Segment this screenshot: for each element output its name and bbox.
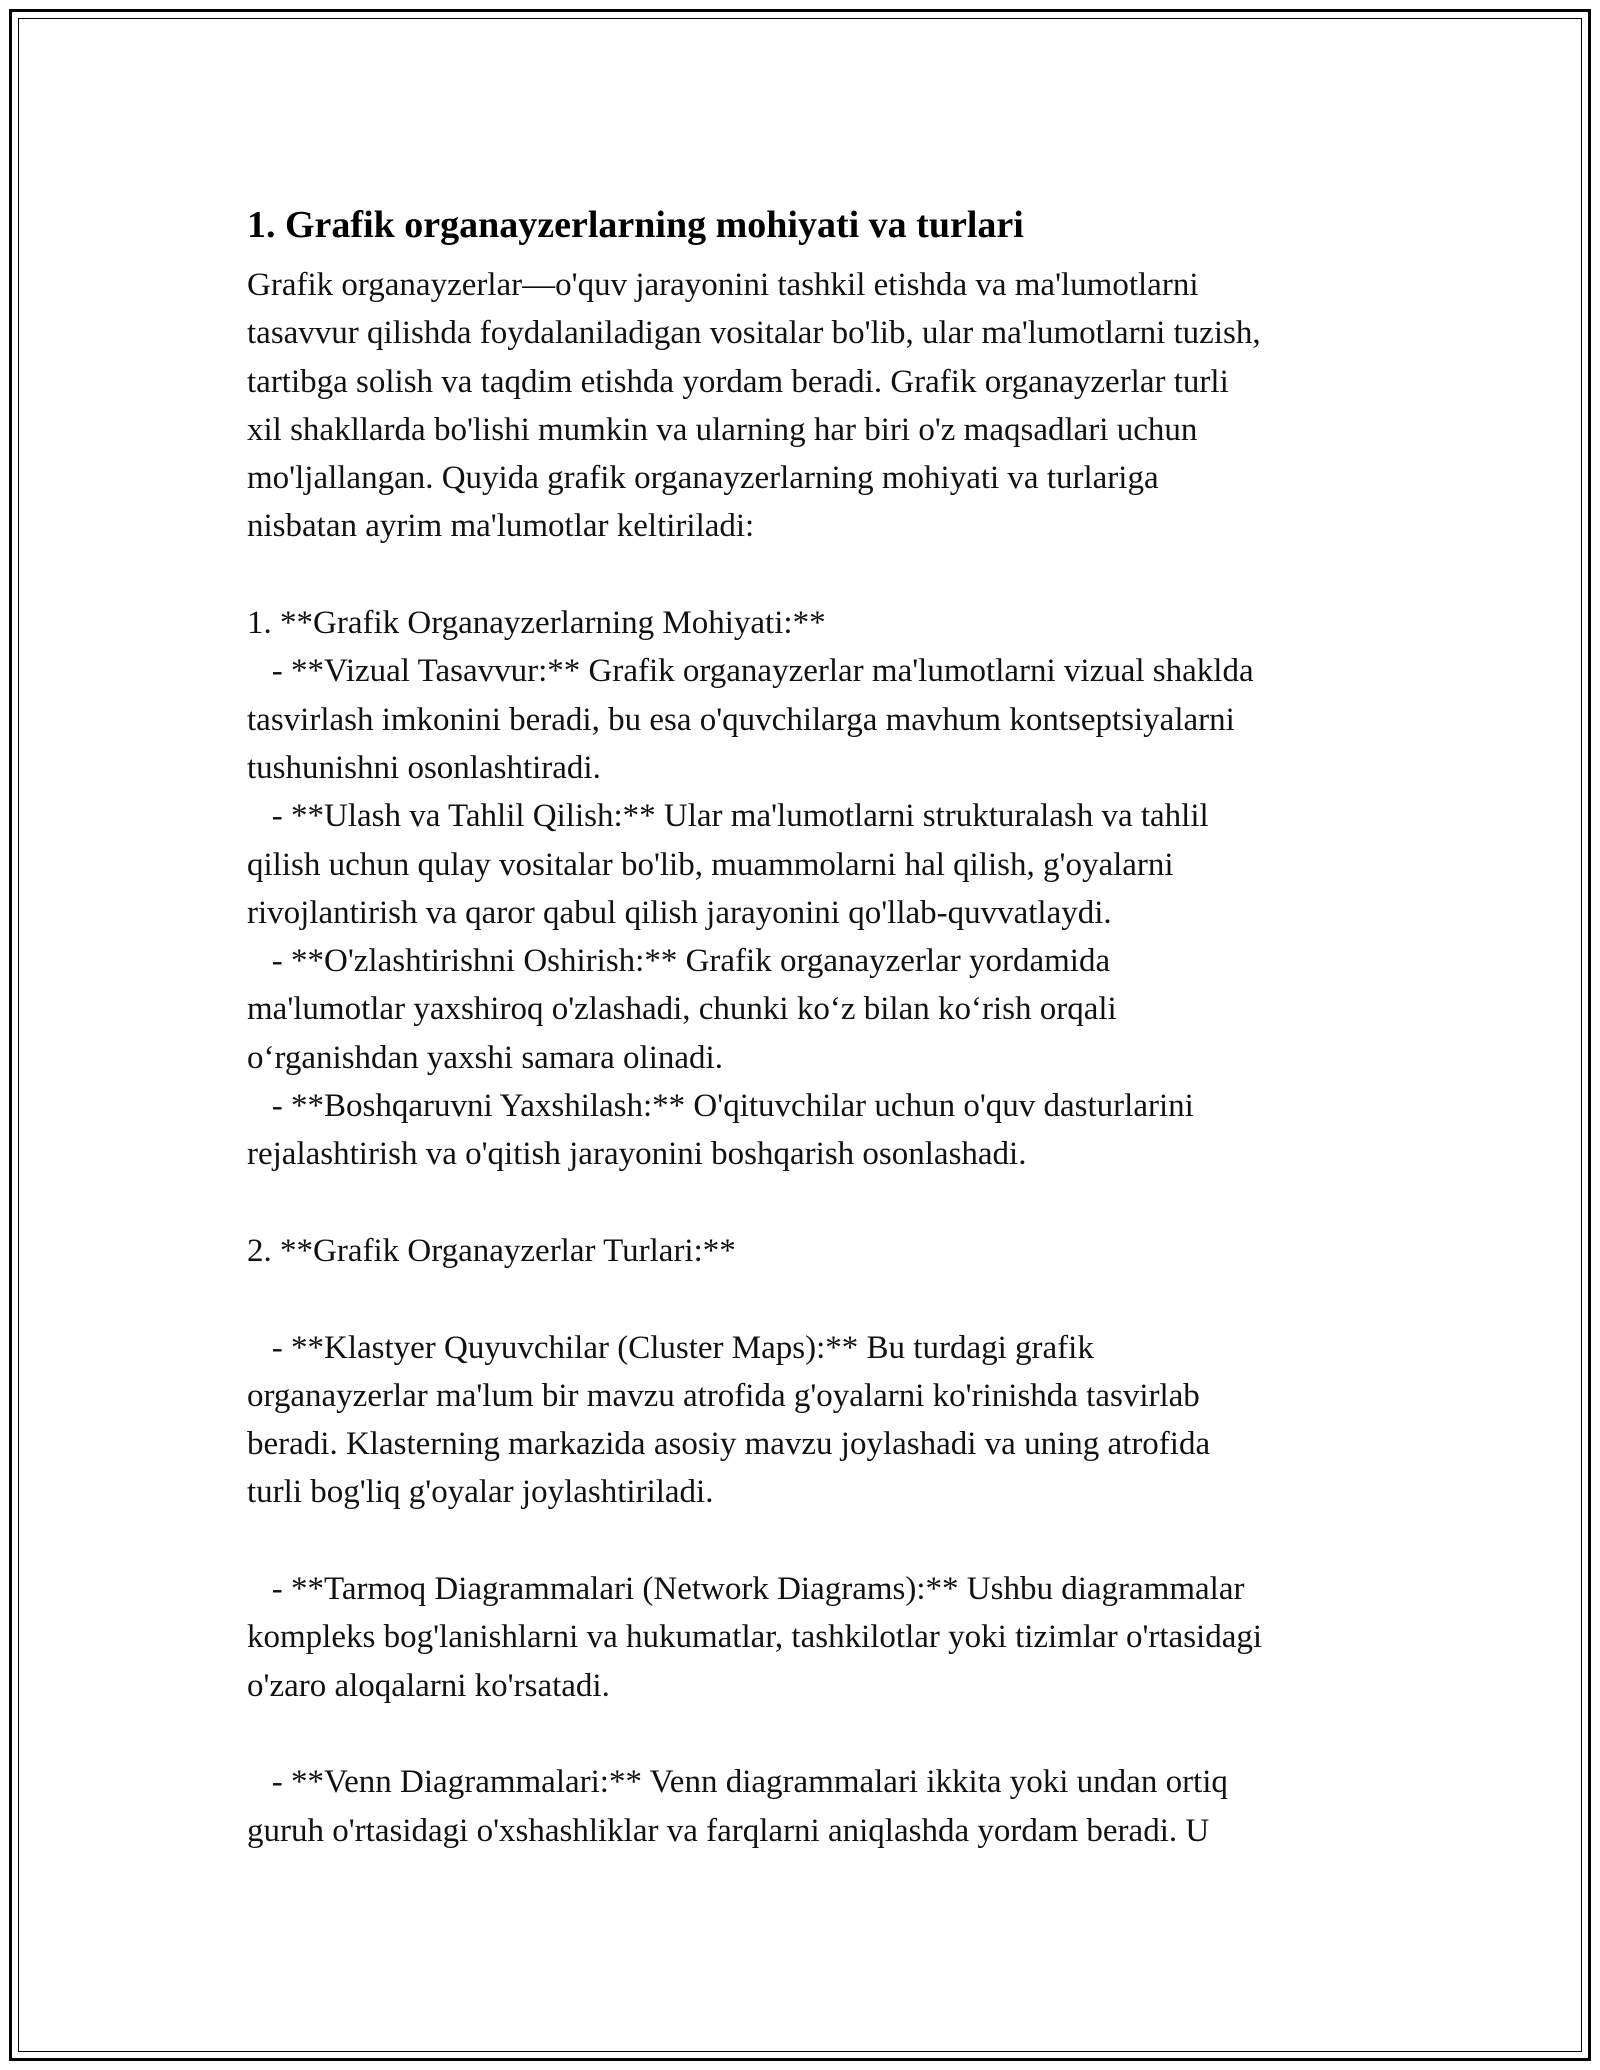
text-line: tasvirlash imkonini beradi, bu esa o'quvchilarga mavhum kontseptsiyalarni xyxy=(247,701,1235,738)
document-page xyxy=(9,9,1591,2061)
text-line: - **Klastyer Quyuvchilar (Cluster Maps):** Bu turdagi grafik xyxy=(247,1329,1094,1366)
text-line: tushunishni osonlashtiradi. xyxy=(247,749,601,786)
blank-line xyxy=(247,1275,1387,1323)
blank-line xyxy=(247,1710,1387,1758)
text-line: mo'ljallangan. Quyida grafik organayzerlarning mohiyati va turlariga xyxy=(247,460,1159,497)
blank-line xyxy=(247,1179,1387,1227)
document-body xyxy=(247,261,1387,1855)
text-line: turli bog'liq g'oyalar joylashtiriladi. xyxy=(247,1474,714,1511)
text-line: - **Ulash va Tahlil Qilish:** Ular ma'lumotlarni strukturalash va tahlil xyxy=(247,798,1209,835)
text-line: - **Venn Diagrammalari:** Venn diagrammalari ikkita yoki undan ortiq xyxy=(247,1764,1228,1801)
text-line: - **O'zlashtirishni Oshirish:** Grafik organayzerlar yordamida xyxy=(247,943,1111,980)
blank-line xyxy=(247,551,1387,599)
text-line: ma'lumotlar yaxshiroq o'zlashadi, chunki ko‘z bilan ko‘rish orqali xyxy=(247,991,1117,1028)
text-line: - **Boshqaruvni Yaxshilash:** O'qituvchilar uchun o'quv dasturlarini xyxy=(247,1088,1194,1125)
text-line: Grafik organayzerlar—o'quv jarayonini tashkil etishda va ma'lumotlarni xyxy=(247,267,1199,303)
text-line: o‘rganishdan yaxshi samara olinadi. xyxy=(247,1039,723,1076)
text-line: qilish uchun qulay vositalar bo'lib, muammolarni hal qilish, g'oyalarni xyxy=(247,846,1174,883)
text-line: o'zaro aloqalarni ko'rsatadi. xyxy=(247,1667,610,1704)
text-line: tasavvur qilishda foydalaniladigan vositalar bo'lib, ular ma'lumotlarni tuzish, xyxy=(247,315,1261,352)
text-line: beradi. Klasterning markazida asosiy mavzu joylashadi va uning atrofida xyxy=(247,1426,1211,1463)
text-line: guruh o'rtasidagi o'xshashliklar va farqlarni aniqlashda yordam beradi. U xyxy=(247,1812,1210,1849)
text-line: tartibga solish va taqdim etishda yordam beradi. Grafik organayzerlar turli xyxy=(247,363,1229,400)
text-line: organayzerlar ma'lum bir mavzu atrofida g'oyalarni ko'rinishda tasvirlab xyxy=(247,1377,1200,1414)
text-line: 1. **Grafik Organayzerlarning Mohiyati:** xyxy=(247,605,826,642)
text-line: rivojlantirish va qaror qabul qilish jarayonini qo'llab-quvvatlaydi. xyxy=(247,894,1112,931)
text-line: rejalashtirish va o'qitish jarayonini boshqarish osonlashadi. xyxy=(247,1136,1027,1173)
text-line: nisbatan ayrim ma'lumotlar keltiriladi: xyxy=(247,508,755,545)
text-line: xil shakllarda bo'lishi mumkin va ularning har biri o'z maqsadlari uchun xyxy=(247,411,1198,448)
text-line: - **Vizual Tasavvur:** Grafik organayzerlar ma'lumotlarni vizual shaklda xyxy=(247,653,1254,690)
blank-line xyxy=(247,1517,1387,1565)
document-heading: 1. Grafik organayzerlarning mohiyati va turlari xyxy=(247,204,1024,246)
text-line: - **Tarmoq Diagrammalari (Network Diagrams):** Ushbu diagrammalar xyxy=(247,1571,1245,1608)
document-content xyxy=(247,197,1387,1855)
text-line: kompleks bog'lanishlarni va hukumatlar, tashkilotlar yoki tizimlar o'rtasidagi xyxy=(247,1619,1263,1656)
text-line: 2. **Grafik Organayzerlar Turlari:** xyxy=(247,1232,736,1269)
